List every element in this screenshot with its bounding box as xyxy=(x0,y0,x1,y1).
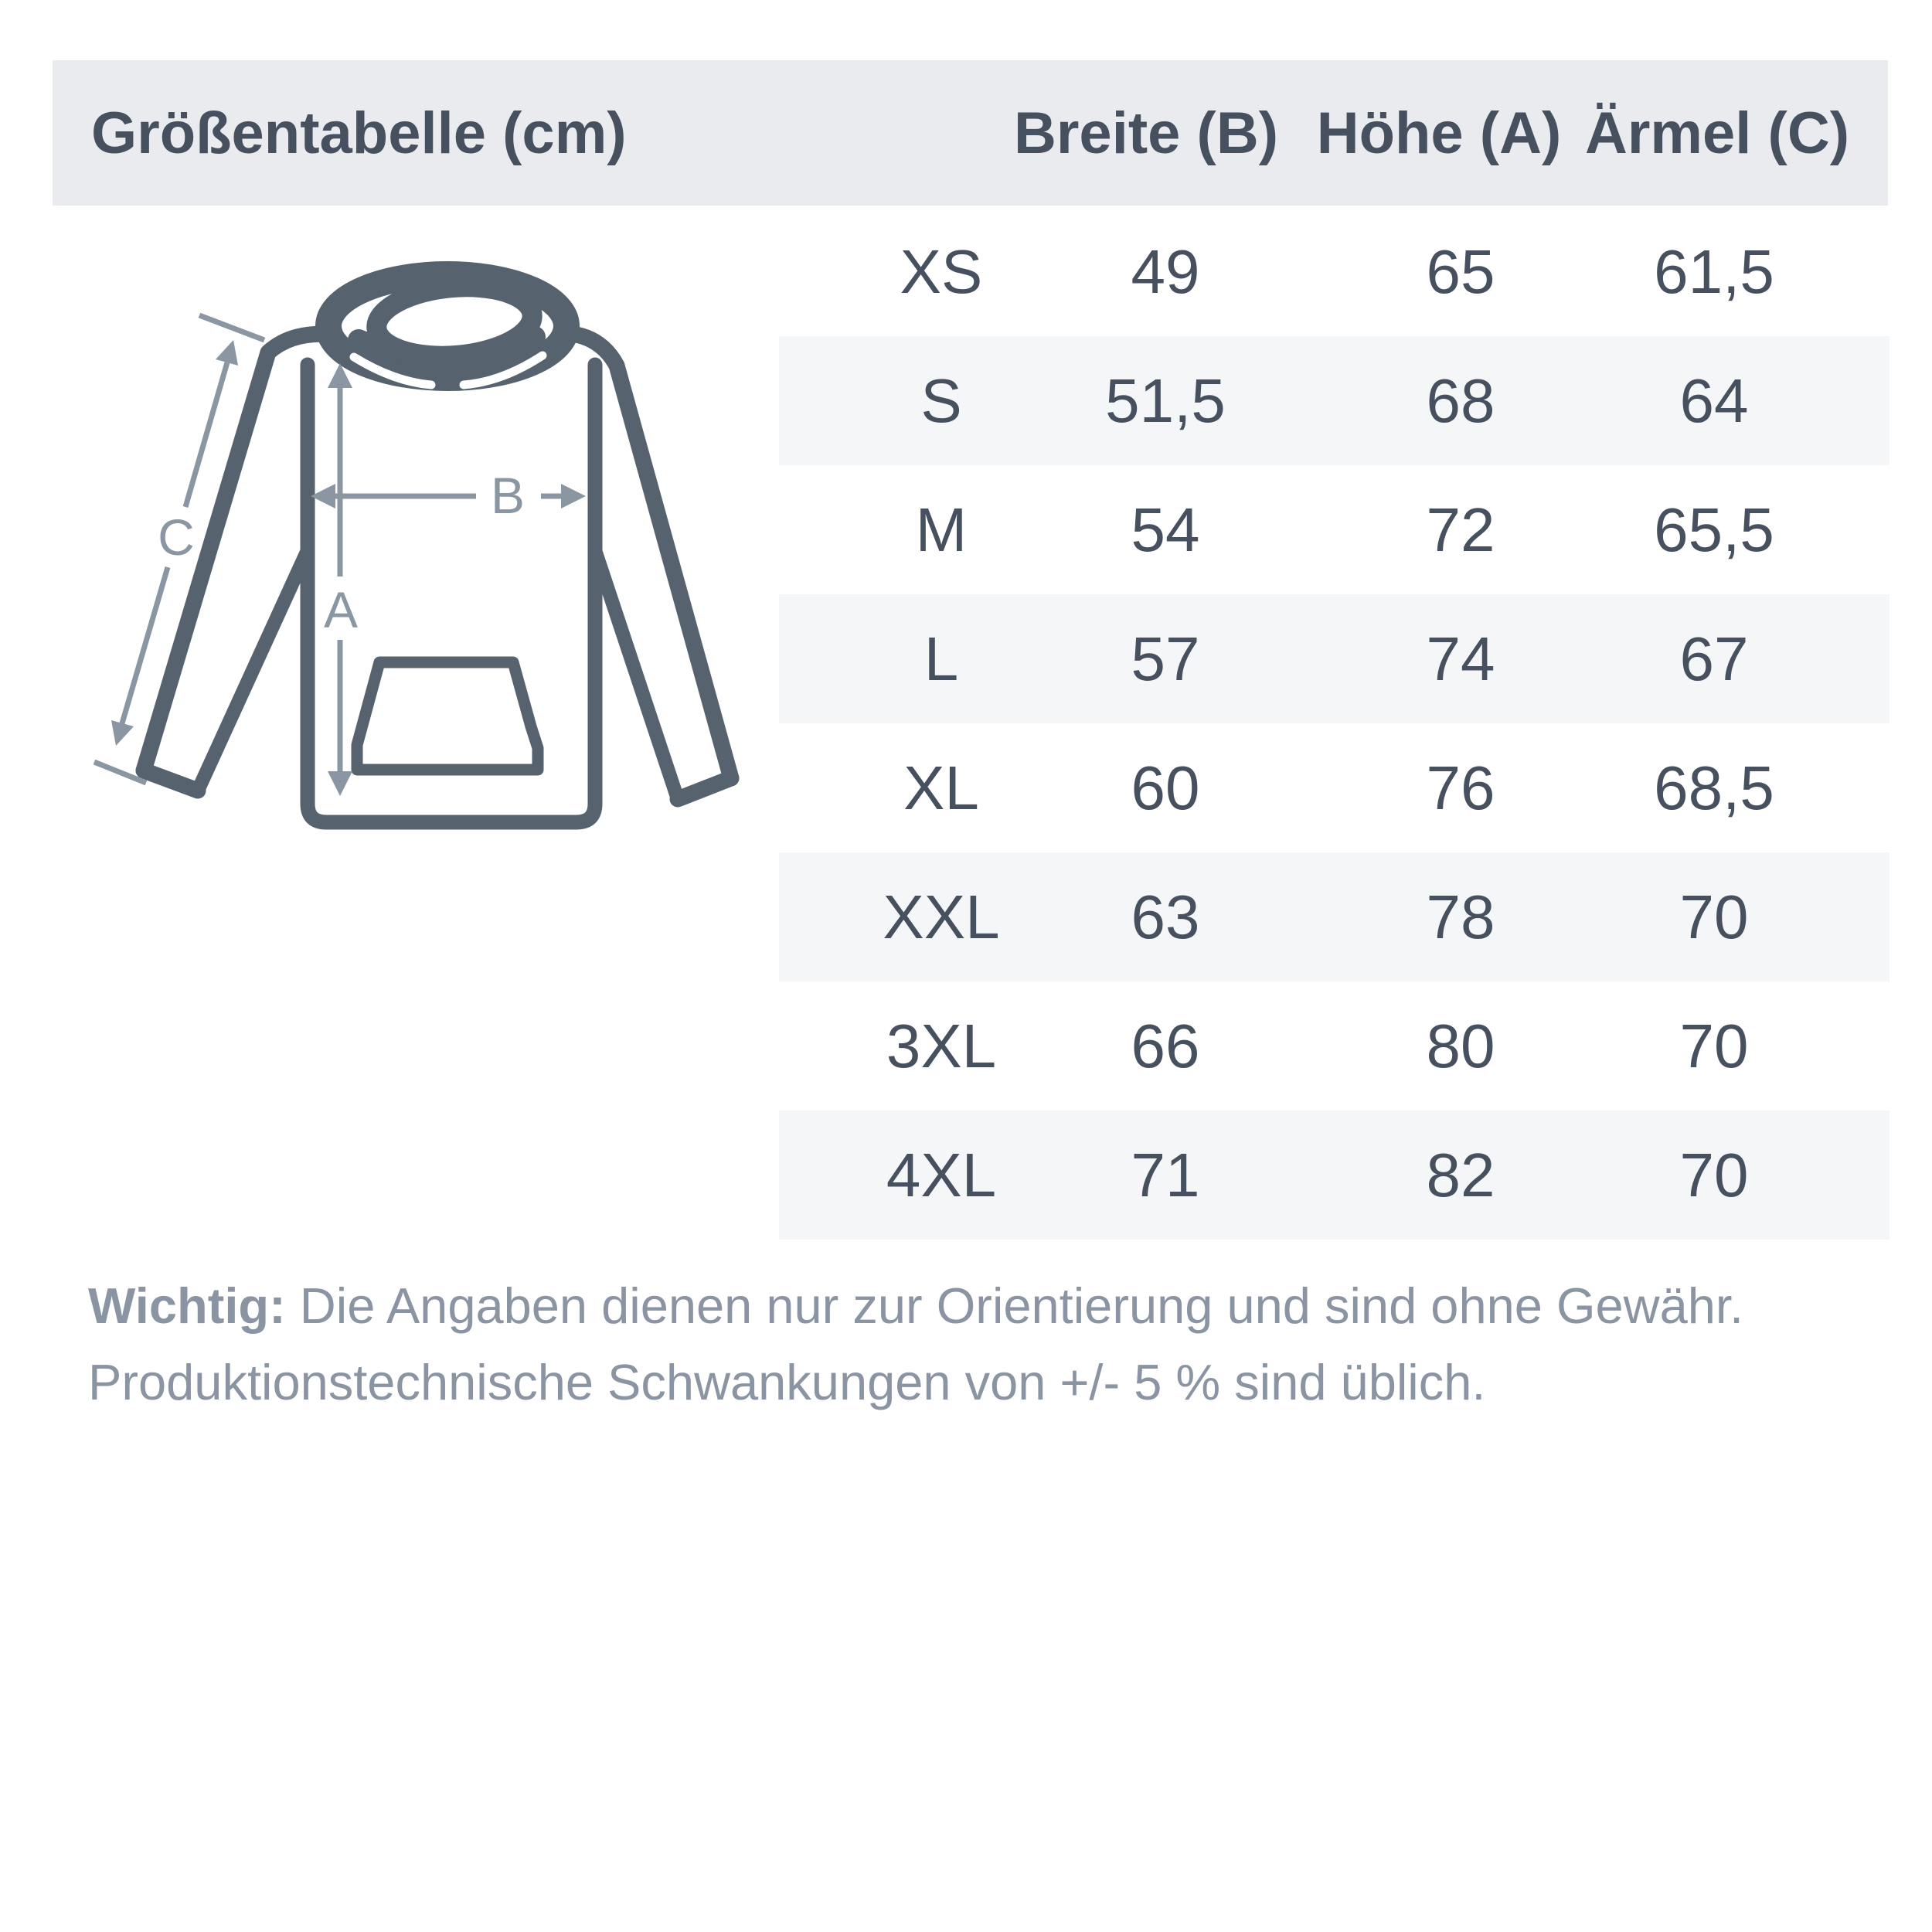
aermel-value: 64 xyxy=(1679,366,1749,435)
table-row-xl xyxy=(779,723,1889,852)
arrow-c-tick-top xyxy=(199,315,264,340)
hoodie-hood xyxy=(328,274,566,389)
left-sleeve-inner-edge xyxy=(198,550,308,791)
size-label: L xyxy=(923,624,959,693)
important-label: Wichtig: xyxy=(88,1277,286,1334)
arrow-c-head-up-icon xyxy=(216,340,238,366)
aermel-value: 67 xyxy=(1679,624,1749,693)
size-label: 3XL xyxy=(886,1011,997,1080)
label-c: C xyxy=(158,509,195,566)
table-row-l xyxy=(779,594,1889,723)
arrow-c-head-down-icon xyxy=(111,720,134,746)
column-header-aermel: Ärmel (C) xyxy=(1584,100,1850,166)
aermel-value: 70 xyxy=(1679,882,1749,951)
hoodie-pocket xyxy=(357,662,538,770)
measure-arrow-b xyxy=(311,467,586,524)
label-b: B xyxy=(490,467,526,524)
hoehe-value: 78 xyxy=(1426,882,1495,951)
aermel-value: 68,5 xyxy=(1654,753,1774,822)
size-label: 4XL xyxy=(886,1140,997,1209)
table-row-xs xyxy=(779,207,1889,336)
hoehe-value: 80 xyxy=(1426,1011,1495,1080)
measure-arrow-a xyxy=(324,363,358,796)
hoehe-value: 76 xyxy=(1426,753,1495,822)
page-title: Größentabelle (cm) xyxy=(91,100,627,166)
table-row-xxl xyxy=(779,852,1889,981)
aermel-value: 70 xyxy=(1679,1140,1749,1209)
hoehe-value: 74 xyxy=(1426,624,1495,693)
hoodie-measurement-diagram xyxy=(46,77,819,966)
left-sleeve-cuff xyxy=(144,770,198,791)
aermel-value: 61,5 xyxy=(1654,236,1774,306)
breite-value: 54 xyxy=(1131,495,1200,564)
hoehe-value: 72 xyxy=(1426,495,1495,564)
aermel-value: 65,5 xyxy=(1654,495,1774,564)
disclaimer-line-1: Wichtig: Die Angaben dienen nur zur Orientierung und sind ohne Gewähr. xyxy=(88,1277,1744,1334)
breite-value: 57 xyxy=(1131,624,1200,693)
hoehe-value: 65 xyxy=(1426,236,1495,306)
table-row-s xyxy=(779,336,1889,465)
breite-value: 60 xyxy=(1131,753,1200,822)
breite-value: 49 xyxy=(1131,236,1200,306)
table-row-3xl xyxy=(779,981,1889,1111)
label-a: A xyxy=(323,581,359,638)
hoehe-value: 82 xyxy=(1426,1140,1495,1209)
size-label: XXL xyxy=(883,882,1000,951)
hoodie-right-sleeve xyxy=(562,333,731,799)
arrow-b-head-right-icon xyxy=(561,484,586,509)
hoehe-value: 68 xyxy=(1426,366,1495,435)
aermel-value: 70 xyxy=(1679,1011,1749,1080)
breite-value: 71 xyxy=(1131,1140,1200,1209)
size-label: S xyxy=(920,366,962,435)
size-label: XL xyxy=(903,753,979,822)
arrow-a-head-down-icon xyxy=(328,771,352,796)
size-table xyxy=(779,207,1889,1240)
disclaimer xyxy=(88,1267,1896,1420)
right-sleeve-inner-edge xyxy=(595,550,678,799)
size-label: XS xyxy=(900,236,983,306)
column-header-breite: Breite (B) xyxy=(1013,100,1279,166)
column-header-hoehe: Höhe (A) xyxy=(1316,100,1562,166)
breite-value: 51,5 xyxy=(1105,366,1226,435)
table-row-4xl xyxy=(779,1111,1889,1240)
table-row-m xyxy=(779,465,1889,594)
hood-front-rim xyxy=(359,337,535,358)
breite-value: 63 xyxy=(1131,882,1200,951)
breite-value: 66 xyxy=(1131,1011,1200,1080)
size-label: M xyxy=(915,495,968,564)
right-sleeve-cuff xyxy=(678,778,731,799)
disclaimer-line-2: Produktionstechnische Schwankungen von +/- 5 % sind üblich. xyxy=(88,1354,1486,1410)
